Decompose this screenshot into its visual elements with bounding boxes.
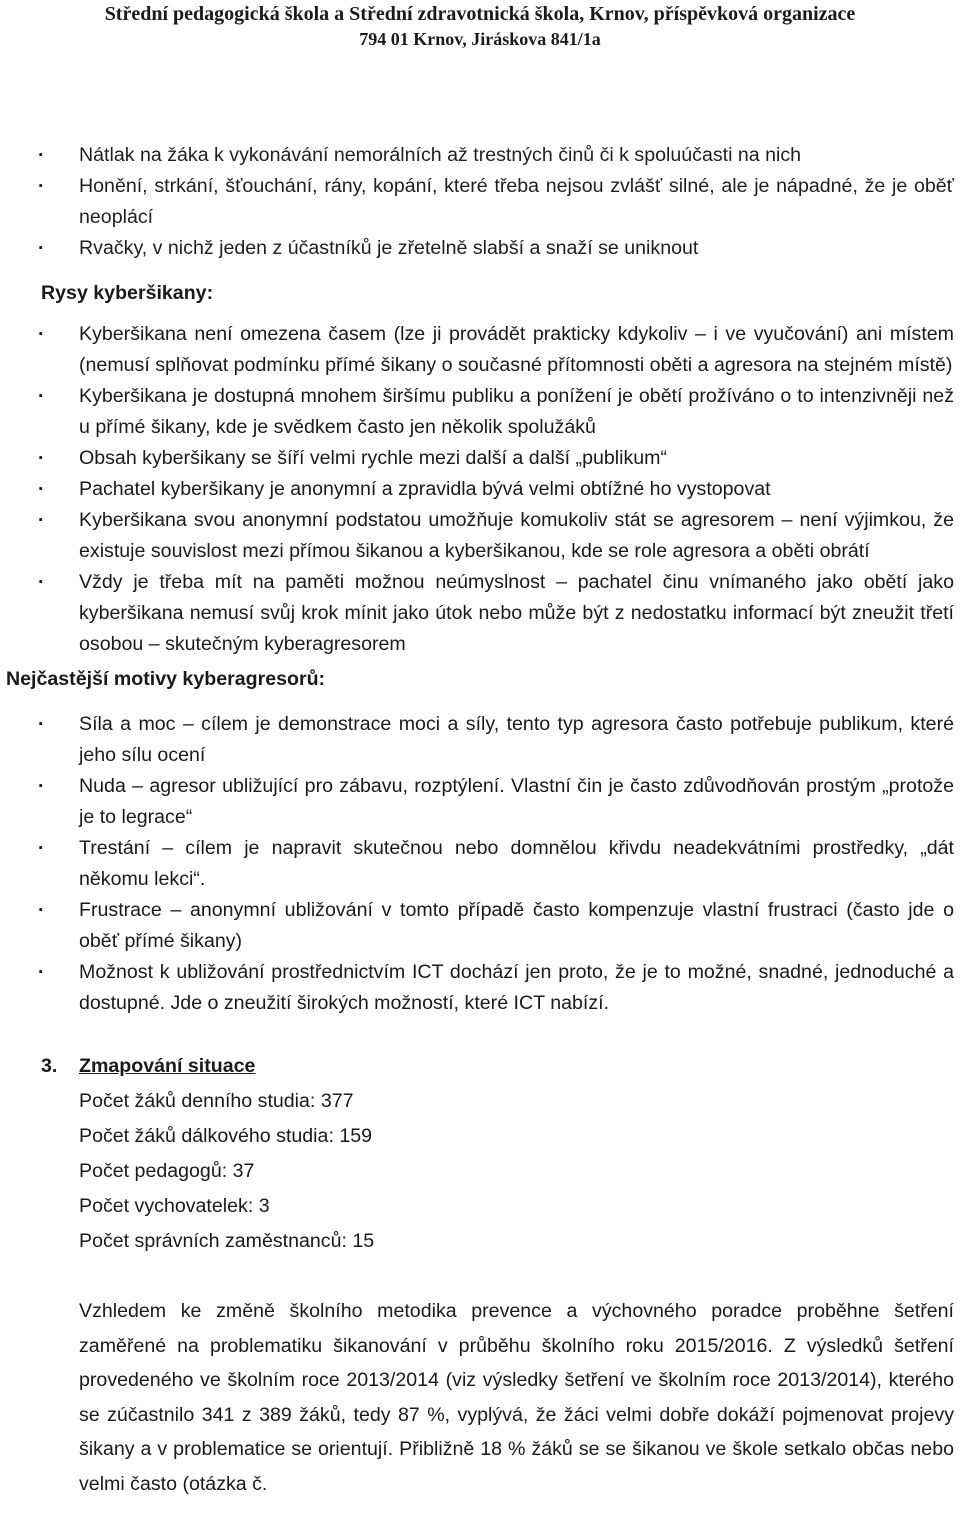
page-header xyxy=(0,0,960,51)
list-item: · Kyberšikana není omezena časem (lze ji provádět prakticky kdykoliv – i ve vyučování) ani místem (nemusí splňovat podmínku přímé šikany o současné přítomnosti oběti a agresora na stejném místě) xyxy=(0,319,960,381)
list-item: · Nuda – agresor ubližující pro zábavu, rozptýlení. Vlastní čin je často zdůvodňován prostým „protože je to legrace“ xyxy=(0,771,960,833)
survey-paragraph: Vzhledem ke změně školního metodika prevence a výchovného poradce proběhne šetření zaměřené na problematiku šikanování v průběhu školního roku 2015/2016. Z výsledků šetření provedeného ve školním roce 2013/2014 (viz výsledky šetření ve školním roce 2013/2014), kterého se zúčastnilo 341 z 389 žáků, tedy 87 %, vyplývá, že žáci velmi dobře dokáží pojmenovat projevy šikany a v problematice se orientují. Přibližně 18 % žáků se se šikanou ve škole setkalo občas nebo velmi často (otázka č. xyxy=(79,1300,954,1495)
list-item: · Honění, strkání, šťouchání, rány, kopání, které třeba nejsou zvlášť silné, ale je nápadné, že je oběť neoplácí xyxy=(0,171,960,233)
stat-line: Počet vychovatelek: 3 xyxy=(79,1195,270,1217)
list-item: · Vždy je třeba mít na paměti možnou neúmyslnost – pachatel činu vnímaného jako obětí jako kyberšikana nemusí svůj krok mínit jako útok nebo může být z nedostatku informací být zneužit třetí osobou – skutečným kyberagresorem xyxy=(0,567,960,660)
list-item: · Obsah kyberšikany se šíří velmi rychle mezi další a další „publikum“ xyxy=(0,443,960,474)
stat-line: Počet pedagogů: 37 xyxy=(79,1160,255,1182)
stat-line: Počet žáků denního studia: 377 xyxy=(79,1090,354,1112)
stat-line: Počet správních zaměstnanců: 15 xyxy=(79,1230,375,1252)
section-3-heading xyxy=(0,1049,960,1084)
section-3 xyxy=(0,1049,960,1502)
bullying-forms-list xyxy=(0,140,960,264)
list-item: · Pachatel kyberšikany je anonymní a zpravidla bývá velmi obtížné ho vystopovat xyxy=(0,474,960,505)
school-name: Střední pedagogická škola a Střední zdravotnická škola, Krnov, příspěvková organizace xyxy=(104,3,856,25)
cyberbullying-traits-list xyxy=(0,319,960,660)
school-address: 794 01 Krnov, Jiráskova 841/1a xyxy=(359,29,601,49)
list-item: · Nátlak na žáka k vykonávání nemorálních až trestných činů či k spoluúčasti na nich xyxy=(0,140,960,171)
motives-heading: Nejčastější motivy kyberagresorů: xyxy=(6,668,326,690)
section-title: Zmapování situace xyxy=(79,1055,256,1077)
cyberbullying-traits-heading: Rysy kyberšikany: xyxy=(41,282,214,304)
list-item: · Možnost k ubližování prostřednictvím ICT dochází jen proto, že je to možné, snadné, jednoduché a dostupné. Jde o zneužití širokých možností, které ICT nabízí. xyxy=(0,957,960,1019)
list-item: · Rvačky, v nichž jeden z účastníků je zřetelně slabší a snaží se uniknout xyxy=(0,233,960,264)
list-item: · Trestání – cílem je napravit skutečnou nebo domnělou křivdu neadekvátními prostředky, „dát někomu lekci“. xyxy=(0,833,960,895)
list-item: · Kyberšikana je dostupná mnohem širšímu publiku a ponížení je obětí prožíváno o to intenzivněji než u přímé šikany, kde je svědkem často jen několik spolužáků xyxy=(0,381,960,443)
list-item: · Síla a moc – cílem je demonstrace moci a síly, tento typ agresora často potřebuje publikum, které jeho sílu ocení xyxy=(0,709,960,771)
section-number: 3. xyxy=(41,1055,58,1077)
list-item: · Kyberšikana svou anonymní podstatou umožňuje komukoliv stát se agresorem – není výjimkou, že existuje souvislost mezi přímou šikanou a kyberšikanou, kde se role agresora a oběti obrátí xyxy=(0,505,960,567)
motives-list xyxy=(0,709,960,1019)
list-item: · Frustrace – anonymní ubližování v tomto případě často kompenzuje vlastní frustraci (často jde o oběť přímé šikany) xyxy=(0,895,960,957)
stat-line: Počet žáků dálkového studia: 159 xyxy=(79,1125,373,1147)
